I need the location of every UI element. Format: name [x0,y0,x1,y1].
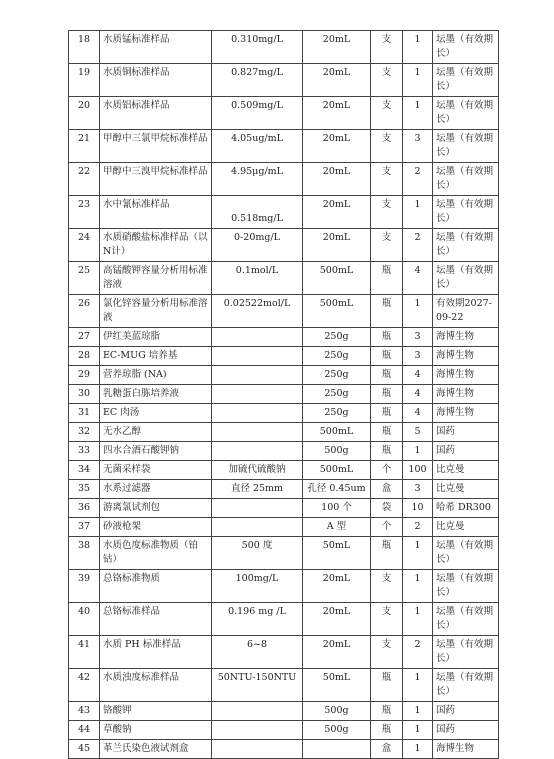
item-unit: 瓶 [371,442,403,461]
row-number: 36 [69,499,100,518]
row-number: 26 [69,295,100,328]
row-number: 32 [69,423,100,442]
item-count: 1 [403,31,433,64]
item-unit: 瓶 [371,262,403,295]
item-spec: 0.196 mg /L [212,603,303,636]
row-number: 38 [69,537,100,570]
item-quantity-spec: 20mL [303,636,371,669]
item-name: 铬酸钾 [100,702,212,721]
table-row [69,702,499,721]
item-name: 水系过滤器 [100,480,212,499]
item-count: 1 [403,570,433,603]
item-unit: 瓶 [371,328,403,347]
item-spec: 0.518mg/L [212,196,303,229]
item-name: 营养琼脂 (NA) [100,366,212,385]
item-spec [212,328,303,347]
item-note: 海博生物 [433,740,499,759]
item-unit: 瓶 [371,702,403,721]
item-count: 3 [403,480,433,499]
table-row [69,64,499,97]
item-spec: 0.827mg/L [212,64,303,97]
row-number: 44 [69,721,100,740]
item-quantity-spec: 500mL [303,423,371,442]
item-name: 水质色度标准物质（铂钴） [100,537,212,570]
table-row [69,603,499,636]
item-quantity-spec: 250g [303,385,371,404]
item-name: 乳糖蛋白胨培养液 [100,385,212,404]
item-quantity-spec: 250g [303,328,371,347]
item-spec [212,518,303,537]
item-count: 2 [403,518,433,537]
item-name: 水质铝标准样品 [100,97,212,130]
item-spec: 加硫代硫酸钠 [212,461,303,480]
item-quantity-spec: 20mL [303,603,371,636]
item-note: 国药 [433,721,499,740]
item-count: 5 [403,423,433,442]
item-name: 水质硝酸盐标准样品（以N计） [100,229,212,262]
item-unit: 支 [371,229,403,262]
item-count: 2 [403,636,433,669]
item-quantity-spec: 50mL [303,537,371,570]
item-name: EC 肉汤 [100,404,212,423]
row-number: 45 [69,740,100,759]
item-unit: 支 [371,97,403,130]
item-note: 海博生物 [433,385,499,404]
item-note: 坛墨（有效期长） [433,669,499,702]
item-note: 海博生物 [433,366,499,385]
item-quantity-spec: 250g [303,347,371,366]
table-body [69,31,499,759]
table-row [69,295,499,328]
item-count: 4 [403,385,433,404]
item-note: 海博生物 [433,347,499,366]
row-number: 28 [69,347,100,366]
item-name: 总铬标准物质 [100,570,212,603]
item-unit: 支 [371,31,403,64]
item-name: 革兰氏染色液试剂盒 [100,740,212,759]
item-quantity-spec: 100 个 [303,499,371,518]
table-row [69,31,499,64]
item-count: 4 [403,404,433,423]
item-spec: 0.1mol/L [212,262,303,295]
item-quantity-spec: 500mL [303,295,371,328]
item-quantity-spec: 50mL [303,669,371,702]
item-unit: 支 [371,64,403,97]
item-name: 水质锰标准样品 [100,31,212,64]
item-quantity-spec: 500g [303,721,371,740]
item-unit: 瓶 [371,537,403,570]
item-name: 水质浊度标准样品 [100,669,212,702]
table-row [69,196,499,229]
table-row [69,328,499,347]
item-spec [212,702,303,721]
item-unit: 瓶 [371,721,403,740]
item-note: 坛墨（有效期长） [433,262,499,295]
item-quantity-spec [303,740,371,759]
item-note: 坛墨（有效期长） [433,229,499,262]
row-number: 29 [69,366,100,385]
table-row [69,130,499,163]
item-name: 水质 PH 标准样品 [100,636,212,669]
item-spec: 50NTU-150NTU [212,669,303,702]
item-spec [212,385,303,404]
item-count: 1 [403,740,433,759]
item-quantity-spec: 20mL [303,163,371,196]
item-unit: 瓶 [371,423,403,442]
item-spec [212,347,303,366]
table-row [69,385,499,404]
item-name: 高锰酸钾容量分析用标准溶液 [100,262,212,295]
item-count: 1 [403,64,433,97]
table-row [69,721,499,740]
row-number: 18 [69,31,100,64]
item-unit: 支 [371,130,403,163]
row-number: 21 [69,130,100,163]
item-quantity-spec: 20mL [303,64,371,97]
row-number: 31 [69,404,100,423]
item-name: 四水合酒石酸钾钠 [100,442,212,461]
item-count: 1 [403,196,433,229]
table-row [69,480,499,499]
row-number: 27 [69,328,100,347]
item-count: 1 [403,442,433,461]
item-note: 坛墨（有效期长） [433,97,499,130]
table-row [69,97,499,130]
item-quantity-spec: 20mL [303,130,371,163]
item-quantity-spec: 20mL [303,97,371,130]
table-row [69,366,499,385]
item-note: 比克曼 [433,518,499,537]
item-count: 4 [403,262,433,295]
item-name: 无菌采样袋 [100,461,212,480]
row-number: 22 [69,163,100,196]
item-count: 1 [403,97,433,130]
row-number: 37 [69,518,100,537]
item-spec: 500 度 [212,537,303,570]
item-count: 1 [403,669,433,702]
table-row [69,229,499,262]
item-quantity-spec: 20mL [303,196,371,229]
item-spec [212,404,303,423]
item-spec: 4.05ug/mL [212,130,303,163]
row-number: 19 [69,64,100,97]
item-name: 甲醇中三溴甲烷标准样品 [100,163,212,196]
table-row [69,570,499,603]
table-row [69,404,499,423]
table-row [69,740,499,759]
item-note: 比克曼 [433,480,499,499]
row-number: 34 [69,461,100,480]
item-unit: 盒 [371,480,403,499]
item-note: 坛墨（有效期长） [433,64,499,97]
item-name: 水质铜标准样品 [100,64,212,97]
item-unit: 个 [371,461,403,480]
item-spec [212,423,303,442]
row-number: 33 [69,442,100,461]
item-name: 游离氯试剂包 [100,499,212,518]
item-unit: 瓶 [371,366,403,385]
table-row [69,163,499,196]
item-name: 伊红美蓝琼脂 [100,328,212,347]
item-spec: 100mg/L [212,570,303,603]
table-row [69,262,499,295]
item-count: 1 [403,295,433,328]
item-unit: 支 [371,163,403,196]
item-note: 哈希 DR300 [433,499,499,518]
item-quantity-spec: 500g [303,442,371,461]
item-note: 国药 [433,423,499,442]
item-quantity-spec: 孔径 0.45um [303,480,371,499]
item-note: 坛墨（有效期长） [433,163,499,196]
item-unit: 袋 [371,499,403,518]
item-name: EC-MUG 培养基 [100,347,212,366]
item-unit: 瓶 [371,385,403,404]
row-number: 42 [69,669,100,702]
item-unit: 个 [371,518,403,537]
item-unit: 支 [371,603,403,636]
table-row [69,499,499,518]
table-row [69,636,499,669]
item-quantity-spec: 20mL [303,229,371,262]
item-quantity-spec: 500mL [303,262,371,295]
item-name: 总铬标准样品 [100,603,212,636]
item-quantity-spec: A 型 [303,518,371,537]
item-spec: 4.95μg/mL [212,163,303,196]
item-name: 甲醇中三氯甲烷标准样品 [100,130,212,163]
item-note: 坛墨（有效期长） [433,130,499,163]
row-number: 20 [69,97,100,130]
item-note: 国药 [433,702,499,721]
table-row [69,518,499,537]
item-count: 3 [403,328,433,347]
item-count: 3 [403,130,433,163]
table-row [69,423,499,442]
item-note: 有效期2027-09-22 [433,295,499,328]
table-row [69,537,499,570]
row-number: 25 [69,262,100,295]
item-unit: 支 [371,636,403,669]
item-name: 氯化锌容量分析用标准溶液 [100,295,212,328]
row-number: 41 [69,636,100,669]
reagent-table [68,30,499,759]
item-unit: 瓶 [371,347,403,366]
row-number: 24 [69,229,100,262]
table-row [69,669,499,702]
item-count: 100 [403,461,433,480]
item-note: 坛墨（有效期长） [433,603,499,636]
item-name: 砂液枪架 [100,518,212,537]
item-unit: 瓶 [371,295,403,328]
item-quantity-spec: 20mL [303,570,371,603]
item-unit: 支 [371,570,403,603]
row-number: 35 [69,480,100,499]
row-number: 40 [69,603,100,636]
item-note: 坛墨（有效期长） [433,636,499,669]
row-number: 23 [69,196,100,229]
item-quantity-spec: 500mL [303,461,371,480]
item-quantity-spec: 250g [303,366,371,385]
item-note: 坛墨（有效期长） [433,196,499,229]
item-count: 4 [403,366,433,385]
item-name: 无水乙醇 [100,423,212,442]
item-spec [212,740,303,759]
item-count: 1 [403,721,433,740]
table-row [69,347,499,366]
item-count: 2 [403,229,433,262]
row-number: 39 [69,570,100,603]
item-spec: 0.509mg/L [212,97,303,130]
item-note: 海博生物 [433,328,499,347]
item-note: 坛墨（有效期长） [433,537,499,570]
item-note: 比克曼 [433,461,499,480]
item-quantity-spec: 500g [303,702,371,721]
item-unit: 瓶 [371,404,403,423]
item-count: 1 [403,537,433,570]
item-quantity-spec: 250g [303,404,371,423]
item-spec [212,499,303,518]
item-count: 10 [403,499,433,518]
item-unit: 支 [371,196,403,229]
item-name: 草酸钠 [100,721,212,740]
item-count: 1 [403,702,433,721]
item-spec: 0-20mg/L [212,229,303,262]
item-note: 坛墨（有效期长） [433,570,499,603]
item-count: 1 [403,603,433,636]
item-spec: 直径 25mm [212,480,303,499]
item-unit: 瓶 [371,669,403,702]
item-note: 国药 [433,442,499,461]
item-spec [212,721,303,740]
item-unit: 盒 [371,740,403,759]
item-note: 海博生物 [433,404,499,423]
item-count: 2 [403,163,433,196]
item-spec [212,366,303,385]
item-spec: 0.02522mol/L [212,295,303,328]
item-note: 坛墨（有效期长） [433,31,499,64]
table-row [69,442,499,461]
item-name: 水中氰标准样品 [100,196,212,229]
item-spec [212,442,303,461]
item-quantity-spec: 20mL [303,31,371,64]
item-count: 3 [403,347,433,366]
row-number: 30 [69,385,100,404]
item-spec: 6~8 [212,636,303,669]
row-number: 43 [69,702,100,721]
table-row [69,461,499,480]
item-spec: 0.310mg/L [212,31,303,64]
